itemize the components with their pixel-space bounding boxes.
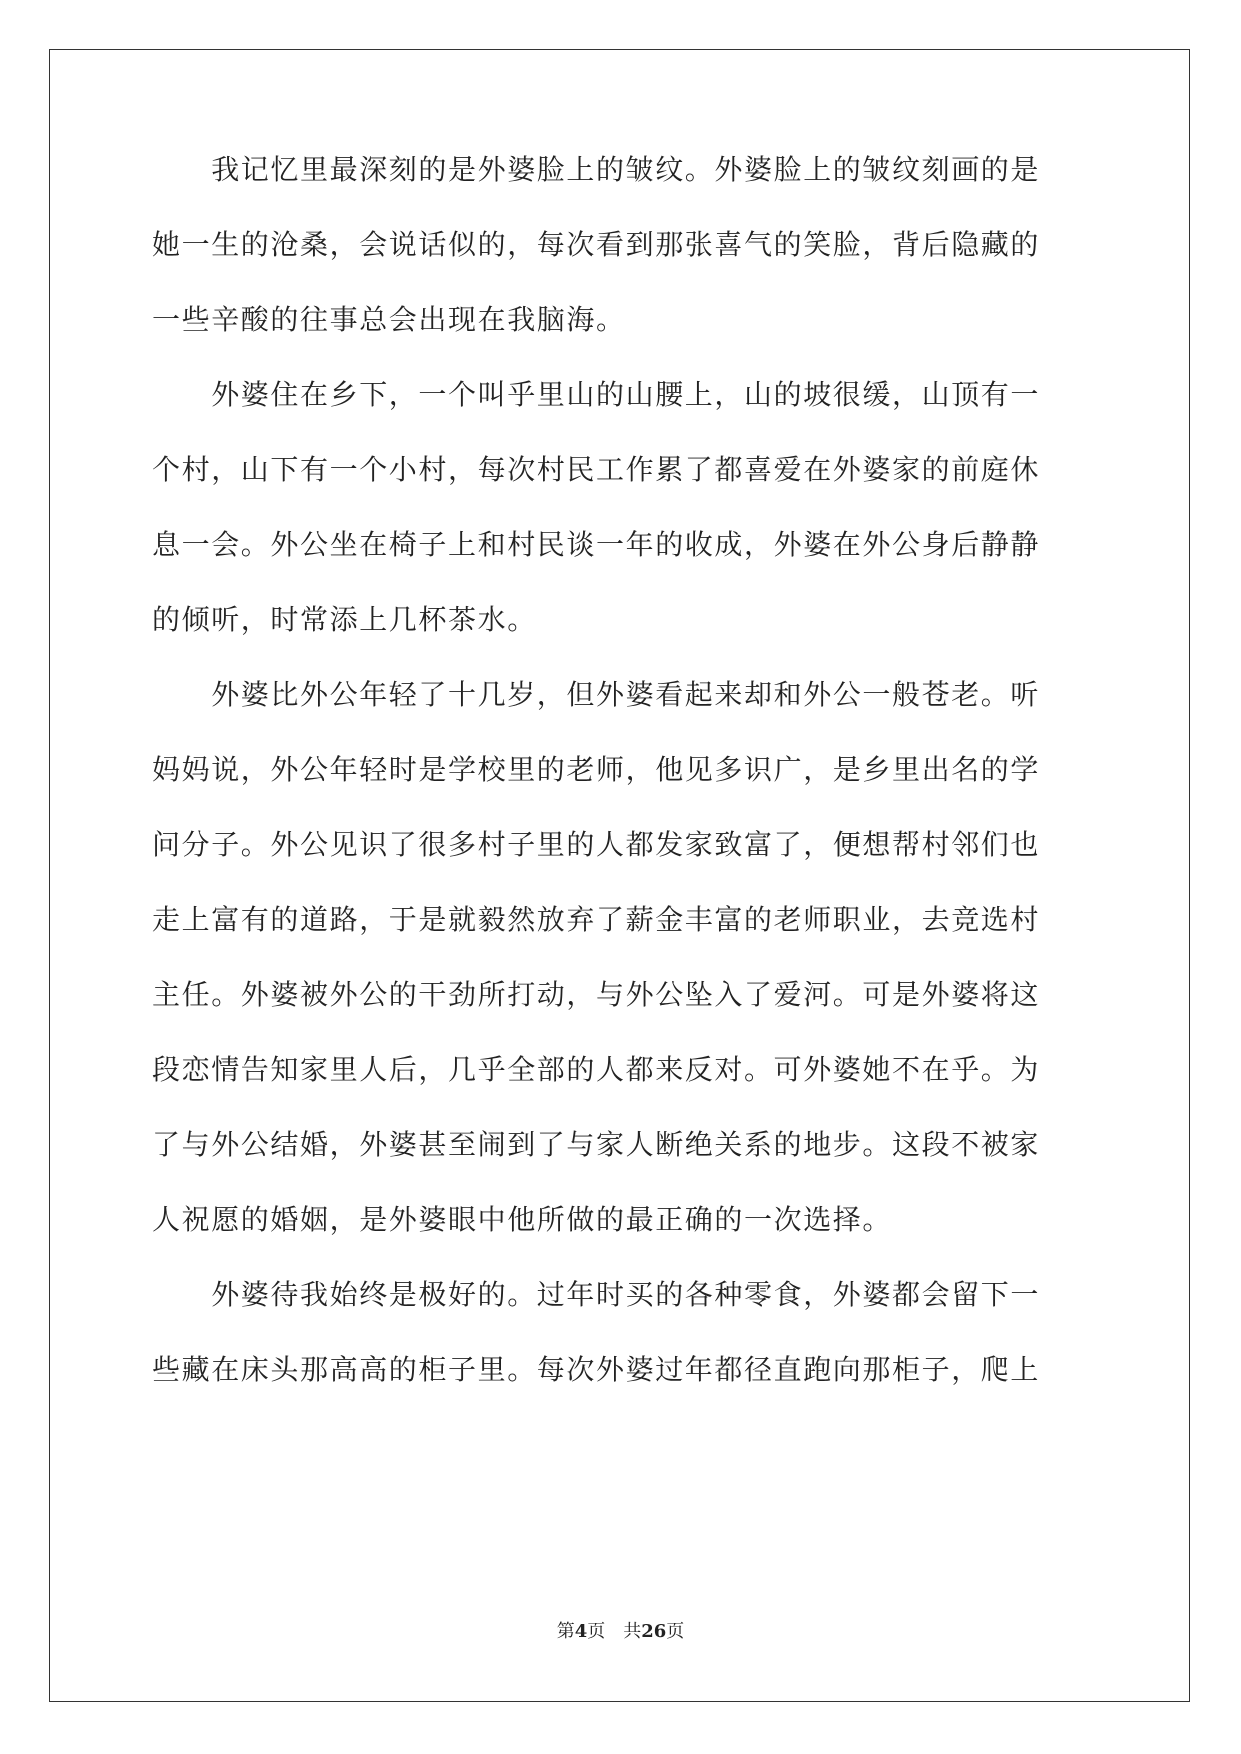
text-line: 她一生的沧桑，会说话似的，每次看到那张喜气的笑脸，背后隐藏的 [152, 228, 1041, 261]
total-prefix: 共 [623, 1621, 642, 1642]
page-prefix: 第 [556, 1621, 575, 1642]
text-line: 外婆住在乡下，一个叫乎里山的山腰上，山的坡很缓，山顶有一 [152, 378, 1041, 411]
total-suffix: 页 [666, 1621, 685, 1642]
text-line: 一些辛酸的往事总会出现在我脑海。 [152, 303, 626, 336]
text-line: 我记忆里最深刻的是外婆脸上的皱纹。外婆脸上的皱纹刻画的是 [152, 153, 1041, 186]
page-number: 4 [574, 1621, 588, 1642]
text-line: 的倾听，时常添上几杯茶水。 [152, 603, 537, 636]
text-line: 走上富有的道路，于是就毅然放弃了薪金丰富的老师职业，去竞选村 [152, 903, 1041, 936]
text-line: 息一会。外公坐在椅子上和村民谈一年的收成，外婆在外公身后静静 [152, 528, 1041, 561]
text-line: 些藏在床头那高高的柜子里。每次外婆过年都径直跑向那柜子，爬上 [152, 1353, 1041, 1386]
text-line: 人祝愿的婚姻，是外婆眼中他所做的最正确的一次选择。 [152, 1203, 893, 1236]
total-pages: 26 [641, 1621, 667, 1642]
text-line: 问分子。外公见识了很多村子里的人都发家致富了，便想帮村邻们也 [152, 828, 1041, 861]
text-line: 妈妈说，外公年轻时是学校里的老师，他见多识广，是乡里出名的学 [152, 753, 1041, 786]
text-line: 段恋情告知家里人后，几乎全部的人都来反对。可外婆她不在乎。为 [152, 1053, 1041, 1086]
page-border [49, 49, 1190, 1702]
text-line: 外婆待我始终是极好的。过年时买的各种零食，外婆都会留下一 [152, 1278, 1041, 1311]
text-line: 外婆比外公年轻了十几岁，但外婆看起来却和外公一般苍老。听 [152, 678, 1041, 711]
text-line: 主任。外婆被外公的干劲所打动，与外公坠入了爱河。可是外婆将这 [152, 978, 1041, 1011]
page-suffix: 页 [587, 1621, 606, 1642]
page-footer [0, 1620, 1241, 1644]
text-line: 个村，山下有一个小村，每次村民工作累了都喜爱在外婆家的前庭休 [152, 453, 1041, 486]
text-line: 了与外公结婚，外婆甚至闹到了与家人断绝关系的地步。这段不被家 [152, 1128, 1041, 1161]
